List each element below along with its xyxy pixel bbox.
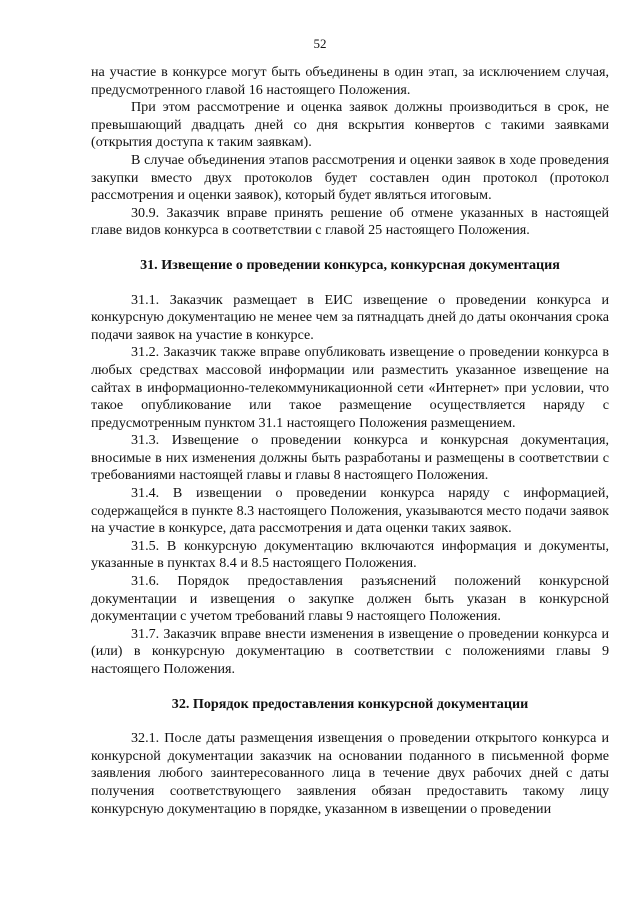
section-heading: 32. Порядок предоставления конкурсной документации [171, 695, 529, 712]
paragraph: 31.1. Заказчик размещает в ЕИС извещение о проведении конкурса и конкурсную документацию не менее чем за пятнадцать дней до даты окончания срока подачи заявок на участие в конкурсе. [91, 291, 609, 343]
page-number: 52 [313, 36, 327, 51]
section-heading: 31. Извещение о проведении конкурса, конкурсная документация [140, 256, 560, 273]
paragraph: на участие в конкурсе могут быть объединены в один этап, за исключением случая, предусмотренного главой 16 настоящего Положения. [91, 64, 609, 98]
paragraph: 32.1. После даты размещения извещения о проведении открытого конкурса и конкурсной документации заказчик на основании поданного в письменной форме заявления любого заинтересованного лица в течение двух рабочих дней с даты получения соответствующего заявления обязан предоставить такому лицу конкурсную документацию в порядке, указанном в извещении о проведении [91, 730, 609, 817]
paragraph: 31.7. Заказчик вправе внести изменения в извещение о проведении конкурса и (или) в конкурсную документацию в соответствии с положениями главы 9 настоящего Положения. [91, 625, 609, 677]
paragraph: 31.6. Порядок предоставления разъяснений положений конкурсной документации и извещения о закупке должен быть указан в конкурсной документации с учетом требований главы 9 настоящего Положения. [91, 573, 609, 625]
paragraph: 31.5. В конкурсную документацию включаются информация и документы, указанные в пунктах 8.4 и 8.5 настоящего Положения. [91, 537, 609, 572]
document-body [91, 64, 609, 818]
paragraph: 30.9. Заказчик вправе принять решение об отмене указанных в настоящей главе видов конкурса в соответствии с главой 25 настоящего Положения. [91, 204, 609, 239]
paragraph: При этом рассмотрение и оценка заявок должны производиться в срок, не превышающий двадцать дней со дня вскрытия конвертов с такими заявками (открытия доступа к таким заявкам). [91, 99, 609, 151]
paragraph: 31.3. Извещение о проведении конкурса и конкурсная документация, вносимые в них изменения должны быть разработаны и размещены в соответствии с требованиями настоящей главы и главы 8 настоящего Положения. [91, 432, 609, 484]
paragraph: 31.4. В извещении о проведении конкурса наряду с информацией, содержащейся в пункте 8.3 настоящего Положения, указываются место подачи заявок на участие в конкурсе, дата рассмотрения и дата оценки таких заявок. [91, 485, 609, 537]
paragraph: В случае объединения этапов рассмотрения и оценки заявок в ходе проведения закупки вместо двух протоколов будет составлен один протокол (протокол рассмотрения и оценки заявок), который будет являться итоговым. [91, 151, 609, 204]
paragraph: 31.2. Заказчик также вправе опубликовать извещение о проведении конкурса в любых средствах массовой информации или разместить указанное извещение на сайтах в информационно-телекоммуникационной сети «Интернет» при условии, что такое опубликование или такое размещение осуществляется наряду с предусмотренным пунктом 31.1 настоящего Положения размещением. [91, 344, 609, 431]
